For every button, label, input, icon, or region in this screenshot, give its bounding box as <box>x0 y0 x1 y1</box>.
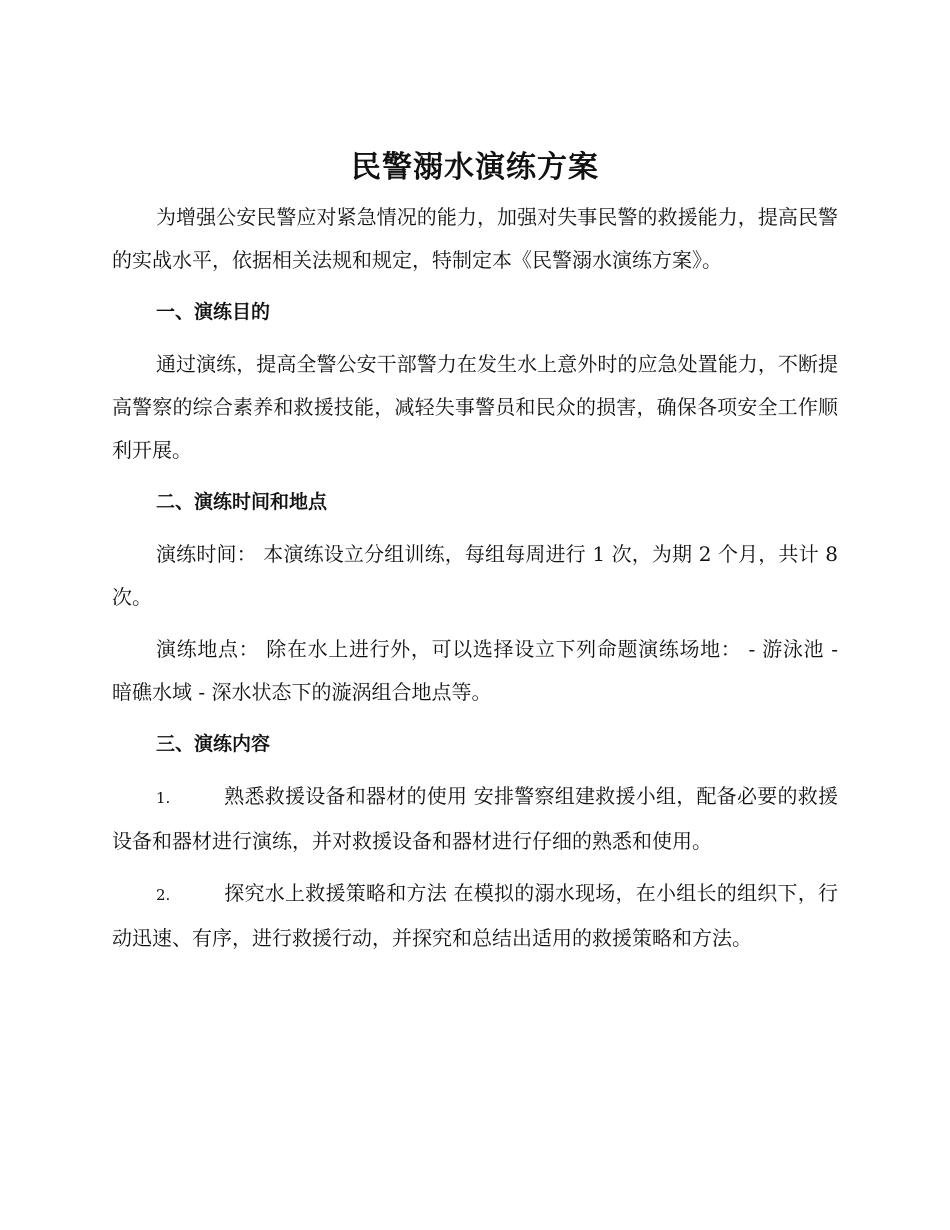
list-item-number: 2. <box>156 886 171 904</box>
section-heading-content: 三、演练内容 <box>156 733 271 755</box>
list-item <box>112 872 838 960</box>
section-heading-time-place: 二、演练时间和地点 <box>156 491 328 513</box>
list-item-number: 1. <box>156 789 171 807</box>
list-item <box>112 775 838 863</box>
intro-paragraph: 为增强公安民警应对紧急情况的能力，加强对失事民警的救援能力，提高民警的实战水平，依据相关法规和规定，特制定本《民警溺水演练方案》。 <box>112 205 838 272</box>
section-heading-purpose: 一、演练目的 <box>156 301 271 323</box>
document-title: 民警溺水演练方案 <box>351 150 599 185</box>
place-paragraph: 演练地点： 除在水上进行外，可以选择设立下列命题演练场地： - 游泳池 - 暗礁水域 - 深水状态下的漩涡组合地点等。 <box>112 637 838 704</box>
purpose-paragraph: 通过演练，提高全警公安干部警力在发生水上意外时的应急处置能力，不断提高警察的综合素养和救援技能，减轻失事警员和民众的损害，确保各项安全工作顺利开展。 <box>112 352 838 462</box>
list-item-text: 熟悉救援设备和器材的使用 安排警察组建救援小组，配备必要的救援设备和器材进行演练，并对救援设备和器材进行仔细的熟悉和使用。 <box>112 784 838 853</box>
time-paragraph: 演练时间： 本演练设立分组训练，每组每周进行 1 次，为期 2 个月，共计 8 次。 <box>112 542 838 609</box>
document-page <box>112 148 838 969</box>
list-item-text: 探究水上救援策略和方法 在模拟的溺水现场，在小组长的组织下，行动迅速、有序，进行救援行动，并探究和总结出适用的救援策略和方法。 <box>112 881 838 950</box>
